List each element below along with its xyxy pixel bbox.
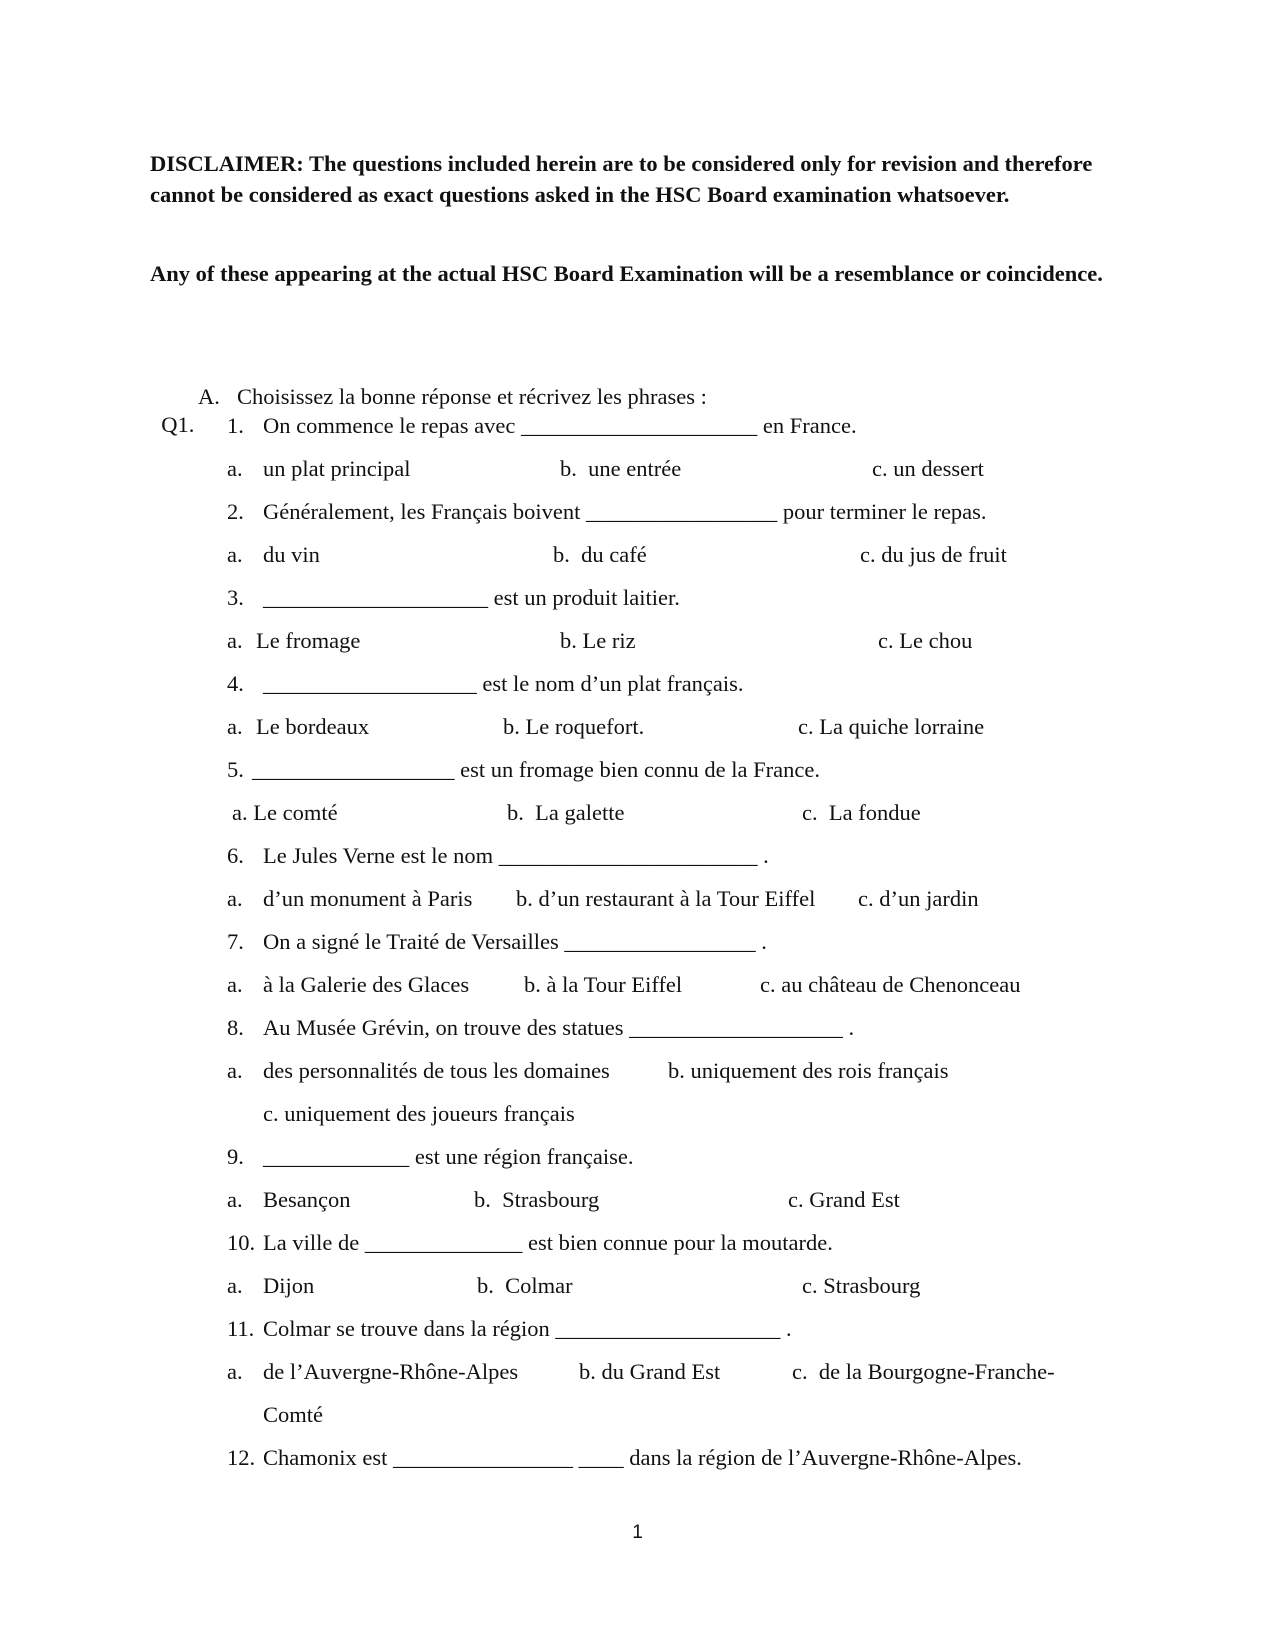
question-number: 6. bbox=[227, 843, 244, 868]
question-label bbox=[150, 383, 194, 439]
option-b: b. Le roquefort. bbox=[503, 714, 645, 739]
page-number: 1 bbox=[632, 1522, 643, 1543]
option-letter: a. bbox=[227, 1058, 243, 1083]
option-letter: a. bbox=[227, 542, 243, 567]
option-letter: a. bbox=[227, 714, 243, 739]
option-b: b. du café bbox=[553, 542, 647, 567]
option-letter: a. bbox=[227, 1273, 243, 1298]
question-stem: __________________ est un fromage bien connu de la France. bbox=[252, 757, 820, 782]
option-b: b. Le riz bbox=[560, 628, 636, 653]
question-stem: La ville de ______________ est bien connue pour la moutarde. bbox=[263, 1230, 833, 1255]
question-stem: ___________________ est le nom d’un plat français. bbox=[263, 671, 744, 696]
question-stem: Chamonix est ________________ ____ dans la région de l’Auvergne-Rhône-Alpes. bbox=[263, 1445, 1022, 1470]
option-b: b. Strasbourg bbox=[474, 1187, 600, 1212]
option-b: b. La galette bbox=[507, 800, 625, 825]
option-c: c. du jus de fruit bbox=[860, 542, 1007, 567]
option-a: Besançon bbox=[263, 1187, 351, 1212]
q-number: Q1. bbox=[161, 412, 195, 437]
option-c: c. de la Bourgogne-Franche- bbox=[792, 1359, 1055, 1384]
question-number: 1. bbox=[227, 413, 244, 438]
disclaimer-text: DISCLAIMER: The questions included herein are to be considered only for revision and therefore cannot be considered as exact questions asked in the HSC Board examination whatsoever. bbox=[150, 151, 1093, 207]
question-number: 2. bbox=[227, 499, 244, 524]
option-c: c. La quiche lorraine bbox=[798, 714, 985, 739]
option-c: c. d’un jardin bbox=[858, 886, 979, 911]
option-letter: a. bbox=[227, 1359, 243, 1384]
question-number: 11. bbox=[227, 1316, 255, 1341]
option-c: c. uniquement des joueurs français bbox=[263, 1101, 575, 1126]
option-c: c. un dessert bbox=[872, 456, 984, 481]
option-b: b. d’un restaurant à la Tour Eiffel bbox=[516, 886, 816, 911]
option-c: c. Strasbourg bbox=[802, 1273, 921, 1298]
option-a: à la Galerie des Glaces bbox=[263, 972, 470, 997]
option-letter: a. bbox=[227, 886, 243, 911]
option-letter: a. bbox=[227, 1187, 243, 1212]
option-a: de l’Auvergne-Rhône-Alpes bbox=[263, 1359, 519, 1384]
option-a: Le fromage bbox=[256, 628, 361, 653]
question-number: 9. bbox=[227, 1144, 244, 1169]
question-number: 8. bbox=[227, 1015, 244, 1040]
option-b: b. uniquement des rois français bbox=[668, 1058, 949, 1083]
option-a: d’un monument à Paris bbox=[263, 886, 473, 911]
question-stem: On commence le repas avec _____________________ en France. bbox=[263, 413, 857, 438]
question-number: 5. bbox=[227, 757, 244, 782]
option-a: Dijon bbox=[263, 1273, 315, 1298]
option-letter: a. bbox=[227, 972, 243, 997]
question-stem: Généralement, les Français boivent _________________ pour terminer le repas. bbox=[263, 499, 987, 524]
question-stem: On a signé le Traité de Versailles _________________ . bbox=[263, 929, 767, 954]
question-stem: ____________________ est un produit laitier. bbox=[263, 585, 680, 610]
question-number: 10. bbox=[227, 1230, 256, 1255]
question-number: 7. bbox=[227, 929, 244, 954]
option-c: c. Le chou bbox=[878, 628, 973, 653]
option-letter: a. bbox=[227, 456, 243, 481]
option-c-continued: Comté bbox=[263, 1402, 323, 1427]
option-a: des personnalités de tous les domaines bbox=[263, 1058, 610, 1083]
option-b: b. à la Tour Eiffel bbox=[524, 972, 683, 997]
option-b: b. du Grand Est bbox=[579, 1359, 721, 1384]
option-a: Le bordeaux bbox=[256, 714, 370, 739]
option-a: un plat principal bbox=[263, 456, 411, 481]
option-b: b. Colmar bbox=[477, 1273, 573, 1298]
notice-text: Any of these appearing at the actual HSC Board Examination will be a resemblance or coincidence. bbox=[150, 261, 1103, 286]
option-letter: a. bbox=[227, 628, 243, 653]
option-a: a. Le comté bbox=[232, 800, 338, 825]
question-stem: _____________ est une région française. bbox=[263, 1144, 634, 1169]
option-c: c. Grand Est bbox=[788, 1187, 900, 1212]
question-number: 12. bbox=[227, 1445, 256, 1470]
question-stem: Au Musée Grévin, on trouve des statues ___________________ . bbox=[263, 1015, 855, 1040]
option-c: c. au château de Chenonceau bbox=[760, 972, 1021, 997]
option-b: b. une entrée bbox=[560, 456, 682, 481]
question-number: 4. bbox=[227, 671, 244, 696]
part-label: A. bbox=[198, 384, 220, 409]
question-stem: Colmar se trouve dans la région ____________________ . bbox=[263, 1316, 792, 1341]
instruction: Choisissez la bonne réponse et récrivez les phrases : bbox=[237, 384, 707, 409]
option-a: du vin bbox=[263, 542, 320, 567]
question-number: 3. bbox=[227, 585, 244, 610]
question-stem: Le Jules Verne est le nom _______________________ . bbox=[263, 843, 769, 868]
option-c: c. La fondue bbox=[802, 800, 921, 825]
